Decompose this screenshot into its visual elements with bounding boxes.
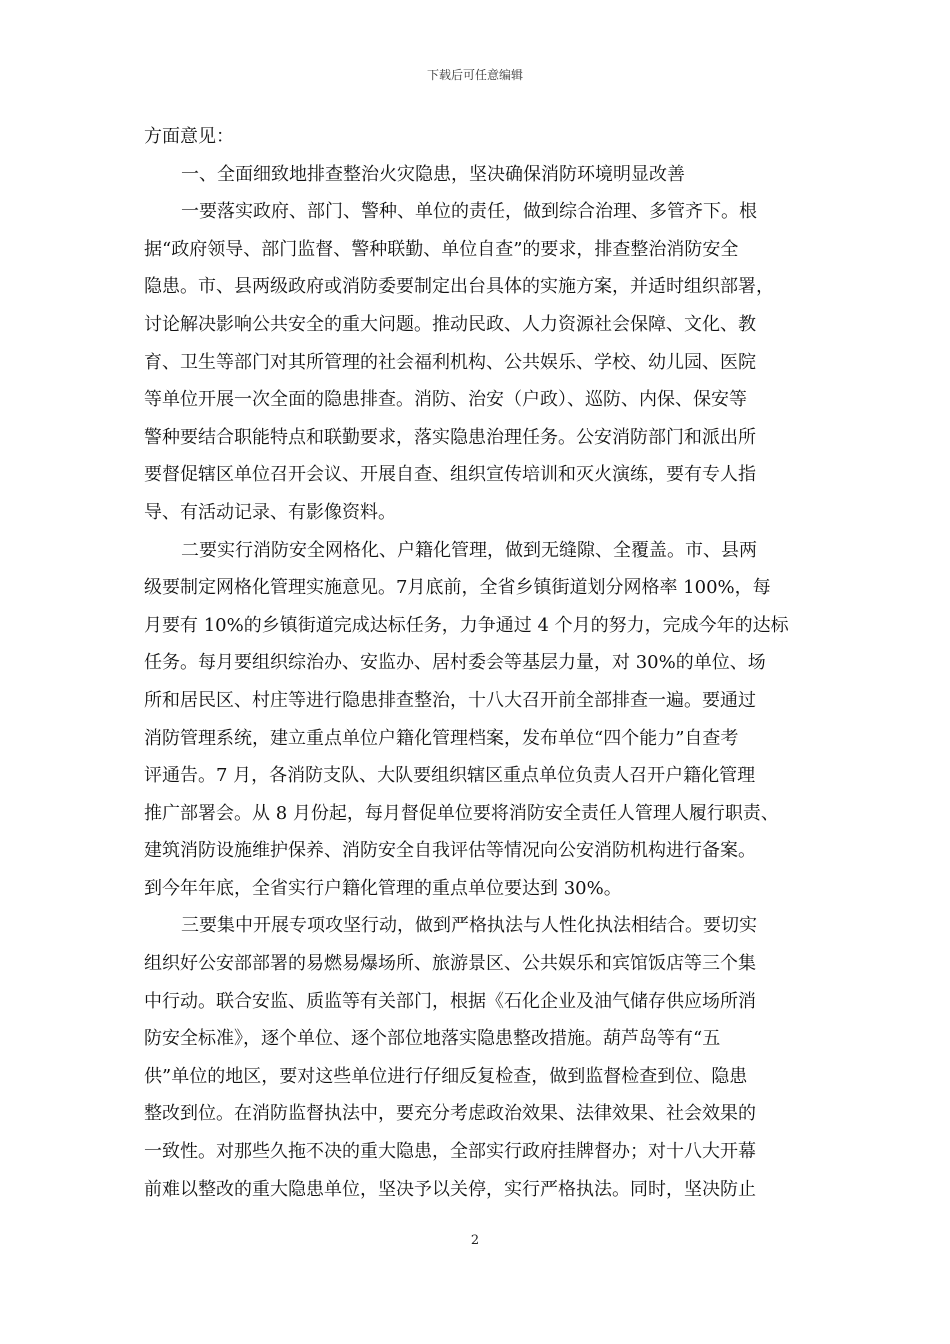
text-line: 月要有 10%的乡镇街道完成达标任务，力争通过 4 个月的努力，完成今年的达标 <box>144 614 789 636</box>
text-line: 据“政府领导、部门监督、警种联勤、单位自查”的要求，排查整治消防安全 <box>144 238 739 260</box>
text-line: 三要集中开展专项攻坚行动，做到严格执法与人性化执法相结合。要切实 <box>181 915 757 937</box>
text-line: 组织好公安部部署的易燃易爆场所、旅游景区、公共娱乐和宾馆饭店等三个集 <box>144 953 756 975</box>
text-line: 级要制定网格化管理实施意见。7月底前，全省乡镇街道划分网格率 100%，每 <box>144 577 771 599</box>
text-line: 导、有活动记录、有影像资料。 <box>144 501 396 523</box>
text-line: 到今年年底，全省实行户籍化管理的重点单位要达到 30%。 <box>144 877 622 899</box>
text-line: 供”单位的地区，要对这些单位进行仔细反复检查，做到监督检查到位、隐患 <box>144 1065 748 1087</box>
document-body <box>144 118 824 1208</box>
page-header: 下载后可任意编辑 <box>426 68 523 82</box>
text-line: 方面意见： <box>144 126 234 147</box>
text-line: 建筑消防设施维护保养、消防安全自我评估等情况向公安消防机构进行备案。 <box>144 840 756 862</box>
text-line: 前难以整改的重大隐患单位，坚决予以关停，实行严格执法。同时，坚决防止 <box>144 1178 756 1200</box>
text-line: 一致性。对那些久拖不决的重大隐患，全部实行政府挂牌督办；对十八大开幕 <box>144 1141 756 1163</box>
text-line: 一、全面细致地排查整治火灾隐患，坚决确保消防环境明显改善 <box>181 163 685 185</box>
text-line: 二要实行消防安全网格化、户籍化管理，做到无缝隙、全覆盖。市、县两 <box>181 539 757 561</box>
text-line: 警种要结合职能特点和联勤要求，落实隐患治理任务。公安消防部门和派出所 <box>144 426 756 448</box>
text-line: 防安全标准》，逐个单位、逐个部位地落实隐患整改措施。葫芦岛等有“五 <box>144 1028 721 1050</box>
text-line: 一要落实政府、部门、警种、单位的责任，做到综合治理、多管齐下。根 <box>181 201 757 223</box>
text-line: 推广部署会。从 8 月份起，每月督促单位要将消防安全责任人管理人履行职责、 <box>144 802 779 824</box>
text-line: 评通告。7 月，各消防支队、大队要组织辖区重点单位负责人召开户籍化管理 <box>144 765 756 787</box>
text-line: 中行动。联合安监、质监等有关部门，根据《石化企业及油气储存供应场所消 <box>144 990 756 1012</box>
text-line: 要督促辖区单位召开会议、开展自查、组织宣传培训和灭火演练，要有专人指 <box>144 464 756 486</box>
text-line: 隐患。市、县两级政府或消防委要制定出台具体的实施方案，并适时组织部署， <box>144 276 774 298</box>
text-line: 所和居民区、村庄等进行隐患排查整治，十八大召开前全部排查一遍。要通过 <box>144 689 756 711</box>
text-line: 等单位开展一次全面的隐患排查。消防、治安（户政）、巡防、内保、保安等 <box>144 389 747 411</box>
text-line: 任务。每月要组织综治办、安监办、居村委会等基层力量，对 30%的单位、场 <box>144 652 766 674</box>
text-line: 讨论解决影响公共安全的重大问题。推动民政、人力资源社会保障、文化、教 <box>144 313 756 335</box>
text-line: 整改到位。在消防监督执法中，要充分考虑政治效果、法律效果、社会效果的 <box>144 1103 756 1125</box>
page-number: 2 <box>470 1233 480 1248</box>
text-line: 消防管理系统，建立重点单位户籍化管理档案，发布单位“四个能力”自查考 <box>144 727 739 749</box>
text-line: 育、卫生等部门对其所管理的社会福利机构、公共娱乐、学校、幼儿园、医院 <box>144 351 756 373</box>
